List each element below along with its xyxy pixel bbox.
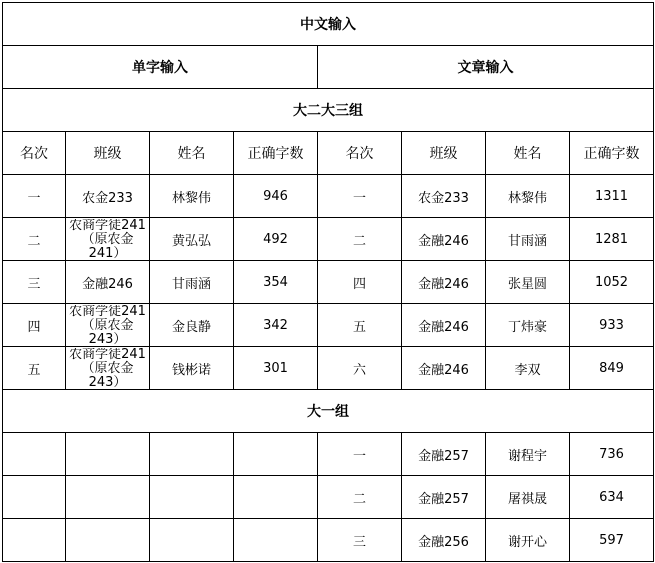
class-cell [66,347,150,390]
group-first-year-heading: 大一组 [3,390,654,433]
count-cell: 1311 [570,175,654,218]
name-cell: 谢开心 [486,519,570,562]
table-row [3,519,654,562]
rank-cell: 四 [3,304,66,347]
class-cell-text: 农商学徒241 （原农金243） [69,348,146,388]
column-header-row [3,132,654,175]
rank-cell: 一 [318,433,402,476]
class-cell [66,218,150,261]
class-cell: 金融257 [402,476,486,519]
count-cell: 342 [234,304,318,347]
class-cell: 金融246 [402,347,486,390]
name-cell [150,519,234,562]
count-cell: 634 [570,476,654,519]
table-row [3,433,654,476]
name-cell: 甘雨涵 [486,218,570,261]
header-rank: 名次 [318,132,402,175]
table-row [3,218,654,261]
table-row [3,261,654,304]
class-cell: 农金233 [402,175,486,218]
rank-cell: 二 [318,218,402,261]
class-cell-text: 农商学徒241 （原农金243） [69,305,146,345]
name-cell [150,433,234,476]
class-cell: 金融246 [402,261,486,304]
name-cell: 丁炜豪 [486,304,570,347]
count-cell: 1281 [570,218,654,261]
rank-cell: 一 [318,175,402,218]
name-cell: 张星圆 [486,261,570,304]
count-cell: 736 [570,433,654,476]
class-cell [66,519,150,562]
count-cell: 492 [234,218,318,261]
count-cell [234,433,318,476]
section-single-char: 单字输入 [3,46,318,89]
class-cell: 农金233 [66,175,150,218]
name-cell: 金良静 [150,304,234,347]
class-cell [66,433,150,476]
name-cell: 屠祺晟 [486,476,570,519]
header-correct-count: 正确字数 [234,132,318,175]
class-cell: 金融246 [402,218,486,261]
count-cell: 933 [570,304,654,347]
rank-cell: 三 [318,519,402,562]
group-upper-heading: 大二大三组 [3,89,654,132]
name-cell: 林黎伟 [150,175,234,218]
count-cell [234,519,318,562]
ranking-table [2,2,654,562]
name-cell: 谢程宇 [486,433,570,476]
header-name: 姓名 [150,132,234,175]
rank-cell [3,476,66,519]
header-rank: 名次 [3,132,66,175]
rank-cell [3,519,66,562]
rank-cell [3,433,66,476]
rank-cell: 五 [318,304,402,347]
table-row [3,304,654,347]
count-cell [234,476,318,519]
name-cell: 李双 [486,347,570,390]
class-cell: 金融256 [402,519,486,562]
header-name: 姓名 [486,132,570,175]
name-cell [150,476,234,519]
class-cell: 金融246 [66,261,150,304]
rank-cell: 四 [318,261,402,304]
name-cell: 林黎伟 [486,175,570,218]
header-class: 班级 [402,132,486,175]
count-cell: 354 [234,261,318,304]
table-title: 中文输入 [3,3,654,46]
table-row [3,347,654,390]
class-cell [66,304,150,347]
rank-cell: 六 [318,347,402,390]
rank-cell: 三 [3,261,66,304]
table-row [3,476,654,519]
class-cell-text: 农商学徒241 （原农金 241） [69,219,146,259]
name-cell: 黄弘弘 [150,218,234,261]
rank-cell: 二 [318,476,402,519]
table-row [3,175,654,218]
rank-cell: 一 [3,175,66,218]
name-cell: 甘雨涵 [150,261,234,304]
class-cell: 金融246 [402,304,486,347]
count-cell: 597 [570,519,654,562]
count-cell: 1052 [570,261,654,304]
count-cell: 946 [234,175,318,218]
header-correct-count: 正确字数 [570,132,654,175]
name-cell: 钱彬诺 [150,347,234,390]
class-cell [66,476,150,519]
rank-cell: 五 [3,347,66,390]
header-class: 班级 [66,132,150,175]
class-cell: 金融257 [402,433,486,476]
count-cell: 849 [570,347,654,390]
rank-cell: 二 [3,218,66,261]
count-cell: 301 [234,347,318,390]
section-article: 文章输入 [318,46,654,89]
